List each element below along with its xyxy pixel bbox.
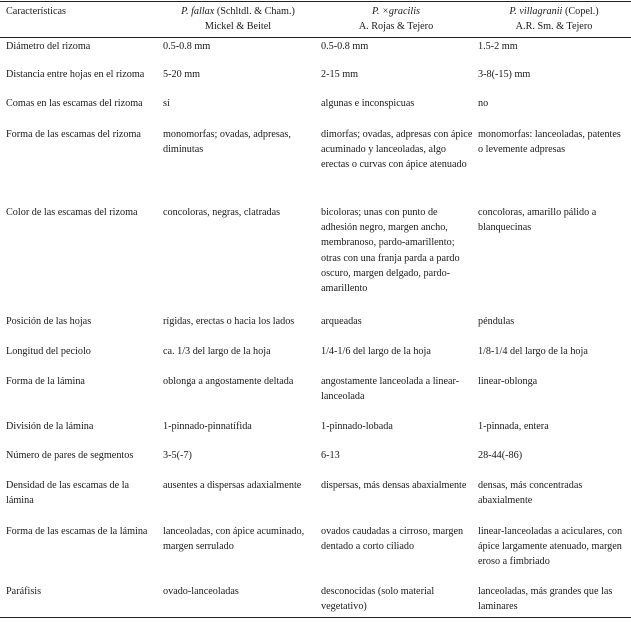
cell-gracilis: 0.5-0.8 mm <box>321 41 369 52</box>
species-name: P. villagranii <box>509 6 563 17</box>
species-name: P. fallax <box>181 6 215 17</box>
row-label: Distancia entre hojas en el rizoma <box>6 69 145 80</box>
cell-gracilis: 6-13 <box>321 450 340 461</box>
cell-fallax: lanceoladas, con ápice acuminado, margen serrulado <box>163 526 305 553</box>
cell-villagranii: concoloras, amarillo pálido a blanquecinas <box>478 207 597 234</box>
cell-fallax: 5-20 mm <box>163 69 201 80</box>
row-label: Paráfisis <box>6 586 42 597</box>
species-author-line2: A.R. Sm. & Tejero <box>515 21 593 33</box>
row-label: Diámetro del rizoma <box>6 41 91 52</box>
cell-gracilis: bicoloras; unas con punto de adhesión negro, margen ancho, membranoso, pardo-amarillento; otras con una franja parda a pardo oscuro, margen delgado, pardo-amarillento <box>321 207 460 295</box>
cell-villagranii: densas, más concentradas abaxialmente <box>478 480 583 507</box>
cell-fallax: 0.5-0.8 mm <box>163 41 211 52</box>
species-author: (Copel.) <box>564 6 599 17</box>
cell-fallax: ovado-lanceoladas <box>163 586 239 597</box>
cell-fallax: monomorfas; ovadas, adpresas, diminutas <box>163 129 291 156</box>
row-label: Longitud del peciolo <box>6 346 91 357</box>
cell-gracilis: dimorfas; ovadas, adpresas con ápice acuminado y lanceoladas, algo erectas o curvas con ápice atenuado <box>321 129 473 171</box>
header-species-fallax <box>160 4 316 34</box>
cell-fallax: rígidas, erectas o hacia los lados <box>163 316 295 327</box>
cell-villagranii: no <box>478 98 489 109</box>
row-label: Forma de la lámina <box>6 376 85 387</box>
cell-villagranii: 3-8(-15) mm <box>478 69 531 80</box>
row-label: División de la lámina <box>6 421 94 432</box>
row-label: Comas en las escamas del rizoma <box>6 98 143 109</box>
cell-villagranii: 1-pinnada, entera <box>478 421 549 432</box>
cell-gracilis: arqueadas <box>321 316 362 327</box>
cell-villagranii: lanceoladas, más grandes que las laminares <box>478 586 613 613</box>
cell-villagranii: péndulas <box>478 316 515 327</box>
row-label: Forma de las escamas de la lámina <box>6 526 148 537</box>
cell-villagranii: 1/8-1/4 del largo de la hoja <box>478 346 588 357</box>
table-bottom-rule <box>0 617 631 618</box>
header-bottom-rule <box>0 37 631 38</box>
row-label: Color de las escamas del rizoma <box>6 207 138 218</box>
cell-fallax: oblonga a angostamente deltada <box>163 376 294 387</box>
header-species-villagranii <box>476 4 631 34</box>
header-species-gracilis <box>318 4 474 34</box>
cell-gracilis: desconocidas (solo material vegetativo) <box>321 586 435 613</box>
header-characteristics: Características <box>6 6 66 17</box>
species-author: (Schltdl. & Cham.) <box>216 6 295 17</box>
species-author-line2: A. Rojas & Tejero <box>358 21 434 33</box>
cell-villagranii: linear-oblonga <box>478 376 538 387</box>
cell-gracilis: dispersas, más densas abaxialmente <box>321 480 467 491</box>
cell-gracilis: ovados caudadas a cirroso, margen dentado a corto ciliado <box>321 526 464 553</box>
cell-gracilis: algunas e inconspicuas <box>321 98 415 109</box>
species-author-line2: Mickel & Beitel <box>204 21 272 33</box>
cell-villagranii: monomorfas: lanceoladas, patentes o levemente adpresas <box>478 129 621 156</box>
cell-gracilis: 2-15 mm <box>321 69 359 80</box>
cell-fallax: sí <box>163 98 170 109</box>
cell-fallax: ausentes a dispersas adaxialmente <box>163 480 302 491</box>
cell-villagranii: 28-44(-86) <box>478 450 523 461</box>
cell-fallax: concoloras, negras, clatradas <box>163 207 281 218</box>
cell-gracilis: 1-pinnado-lobada <box>321 421 393 432</box>
row-label: Densidad de las escamas de la lámina <box>6 480 130 507</box>
row-label: Forma de las escamas del rizoma <box>6 129 141 140</box>
cell-gracilis: 1/4-1/6 del largo de la hoja <box>321 346 431 357</box>
row-label: Número de pares de segmentos <box>6 450 134 461</box>
cell-fallax: 3-5(-7) <box>163 450 192 461</box>
row-label: Posición de las hojas <box>6 316 92 327</box>
cell-fallax: 1-pinnado-pinnatífida <box>163 421 252 432</box>
cell-fallax: ca. 1/3 del largo de la hoja <box>163 346 271 357</box>
species-name: P. ×gracilis <box>371 6 420 17</box>
cell-villagranii: 1.5-2 mm <box>478 41 518 52</box>
cell-villagranii: linear-lanceoladas a aciculares, con ápice largamente atenuado, margen eroso a fimbriado <box>478 526 623 568</box>
table-top-rule <box>0 1 631 2</box>
cell-gracilis: angostamente lanceolada a linear-lanceolada <box>321 376 460 403</box>
